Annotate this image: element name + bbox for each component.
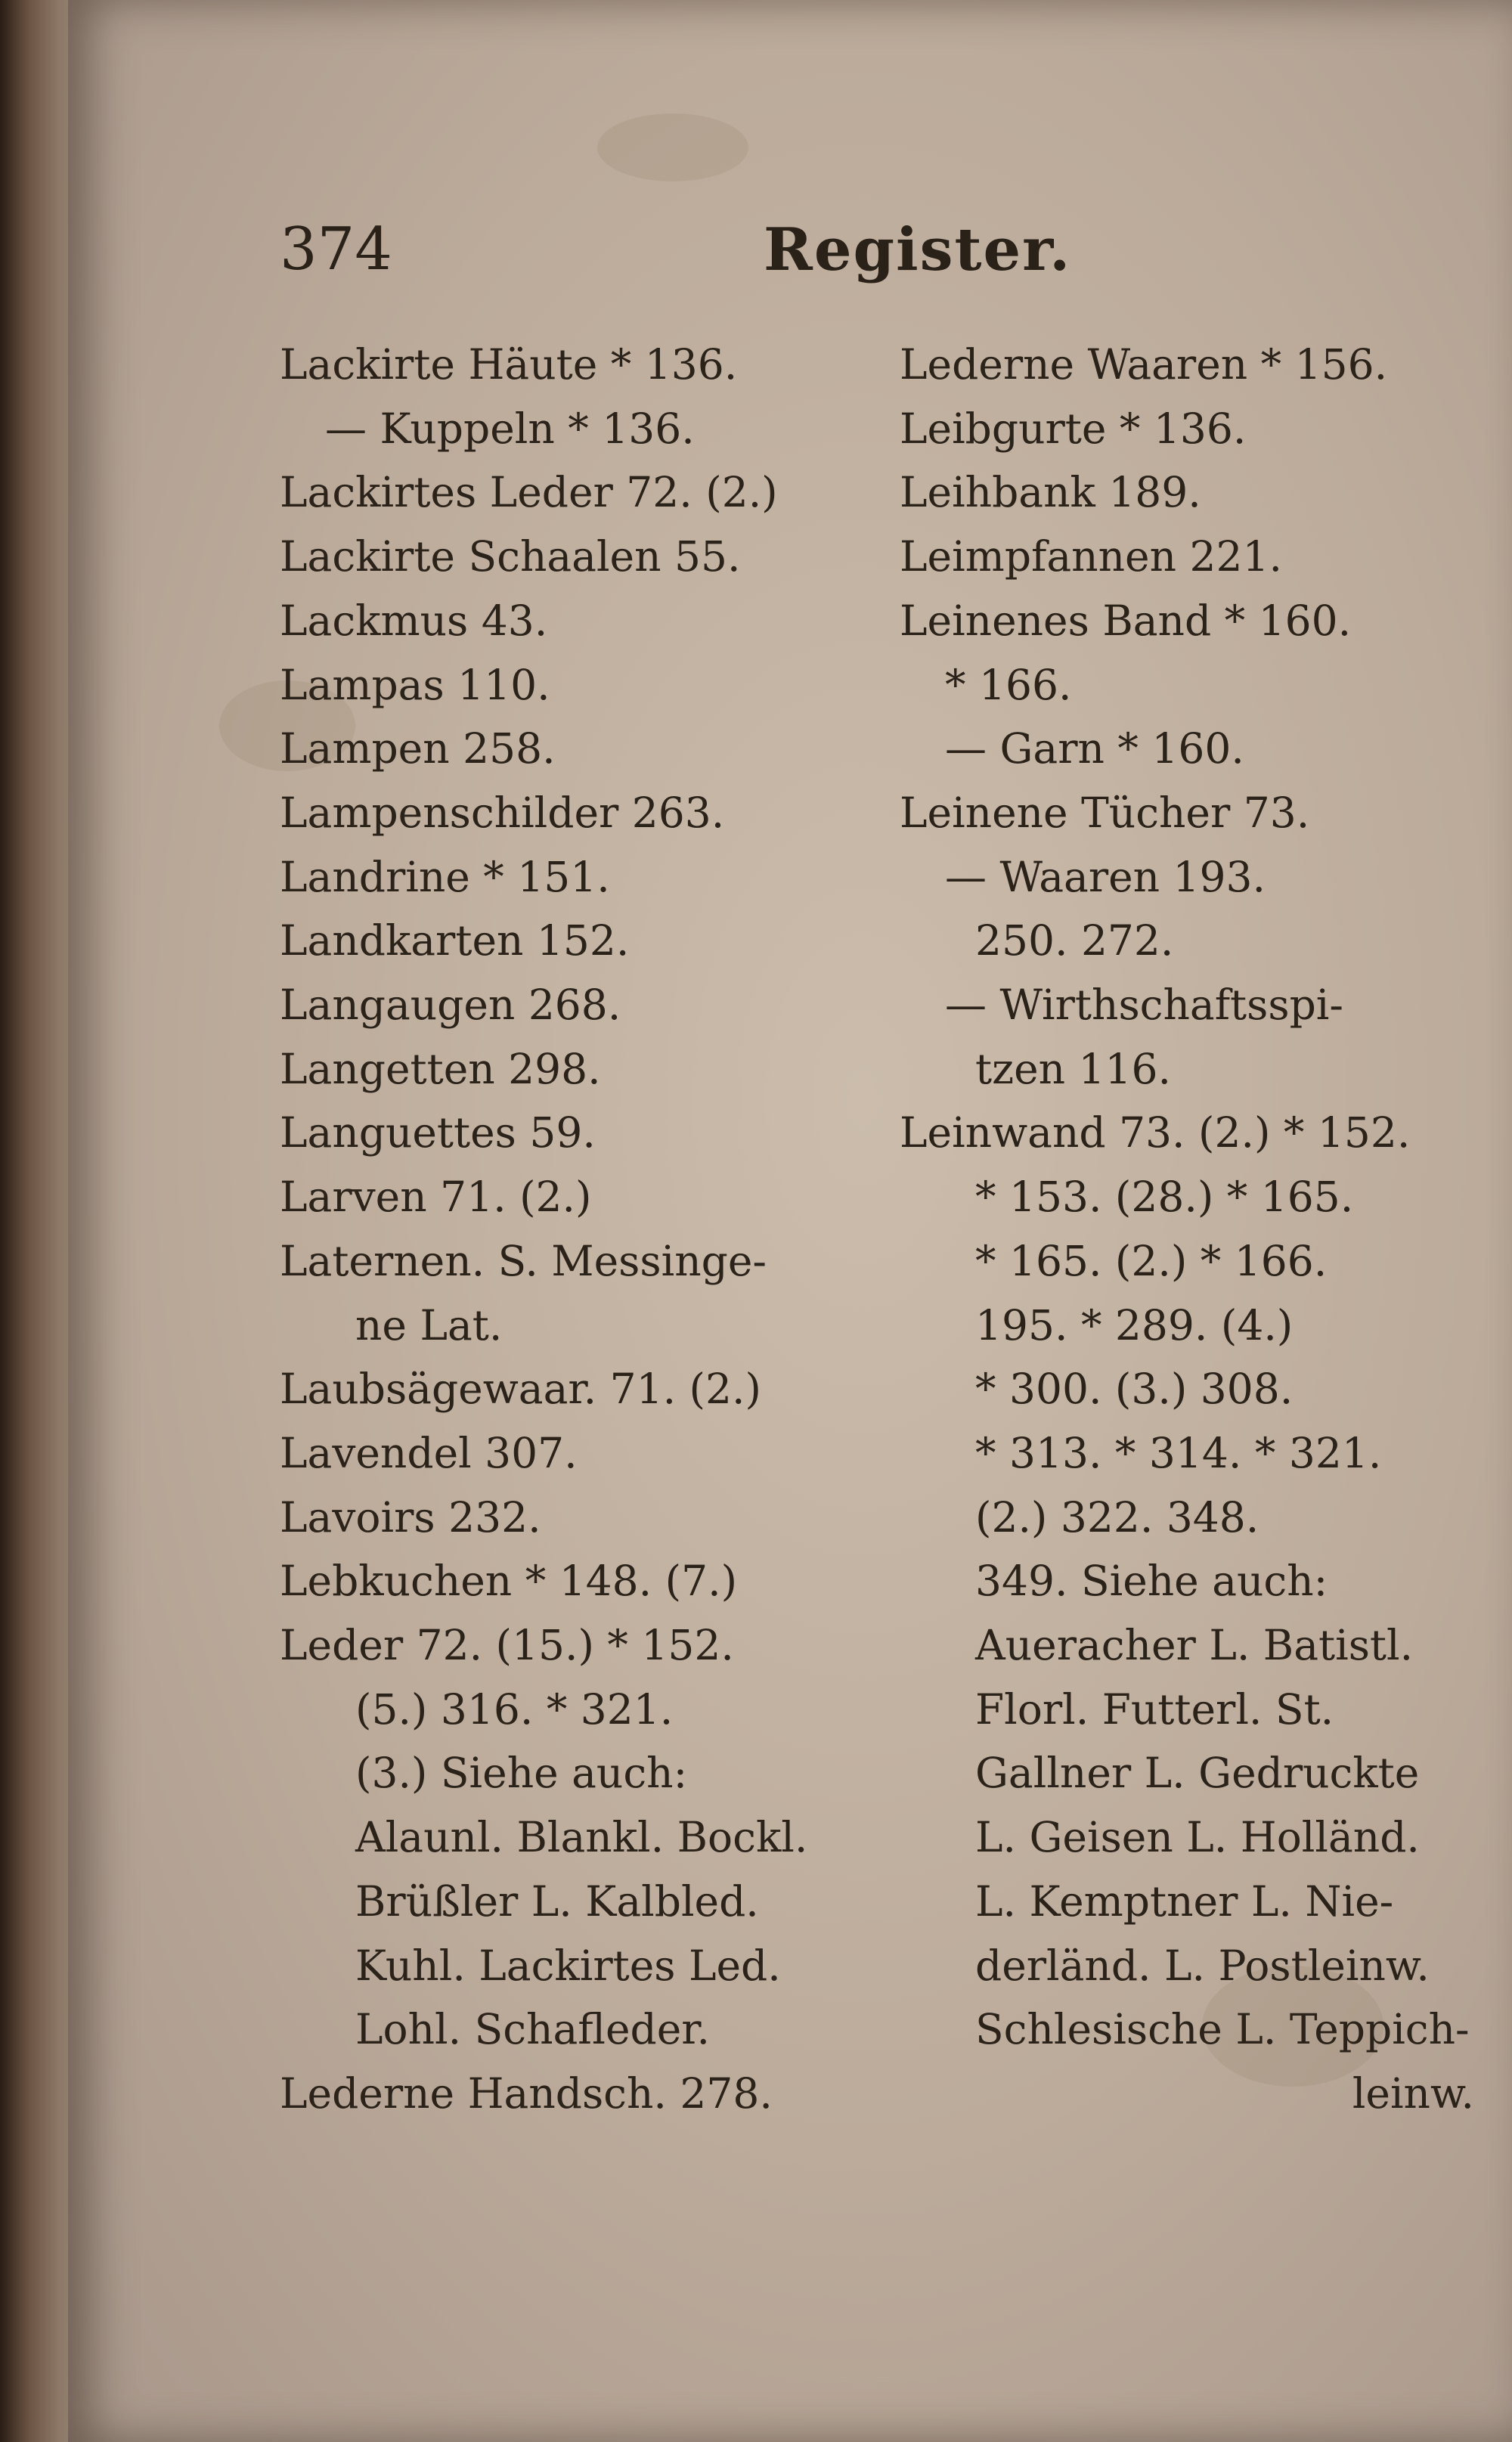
index-entry-continuation: derländ. L. Postleinw. [975,1941,1430,1990]
index-entry: — Wirthschaftsspi- [945,981,1343,1030]
index-column-left [280,333,900,2126]
index-entry-continuation: Florl. Futterl. St. [975,1684,1334,1734]
index-entry: Lavendel 307. [280,1428,578,1477]
index-column-right [900,333,1489,2126]
index-entry: Lampen 258. [280,724,556,773]
index-entry-continuation: L. Kemptner L. Nie- [975,1876,1394,1926]
index-entry-continuation: Brüßler L. Kalbled. [355,1876,759,1926]
index-entry: Langaugen 268. [280,981,621,1030]
index-entry-continuation: (3.) Siehe auch: [355,1749,688,1798]
index-entry: Leinwand 73. (2.) * 152. [900,1108,1411,1157]
index-entry: Laubsägewaar. 71. (2.) [280,1365,761,1414]
paper-stain [597,113,748,181]
index-entry-continuation: Schlesische L. Teppich- [975,2005,1470,2054]
index-entry: Lavoirs 232. [280,1492,541,1542]
index-entry: Lackirte Häute * 136. [280,340,738,389]
index-entry-continuation: 349. Siehe auch: [975,1557,1328,1606]
index-entry: Laternen. S. Messinge- [280,1236,767,1285]
index-entry: Langetten 298. [280,1044,601,1093]
index-entry-continuation: L. Geisen L. Holländ. [975,1813,1420,1862]
index-entry-continuation: 250. 272. [975,916,1174,965]
index-entry-continuation: 195. * 289. (4.) [975,1300,1294,1350]
index-entry: Leibgurte * 136. [900,404,1247,453]
page-number: 374 [280,215,392,284]
index-entry-continuation: ne Lat. [355,1300,503,1350]
running-title: Register. [764,215,1072,284]
index-entry-continuation: (2.) 322. 348. [975,1492,1259,1542]
index-entry-continuation: leinw. [1352,2069,1474,2118]
index-entry-continuation: tzen 116. [975,1044,1171,1093]
index-entry: — Kuppeln * 136. [325,404,695,453]
index-entry-continuation: (5.) 316. * 321. [355,1684,674,1734]
index-entry: Lackirtes Leder 72. (2.) [280,468,778,517]
index-entry: Leimpfannen 221. [900,532,1282,581]
index-entry-continuation: Gallner L. Gedruckte [975,1749,1420,1798]
index-entry-continuation: * 153. (28.) * 165. [975,1173,1354,1222]
index-entry: Lackirte Schaalen 55. [280,532,741,581]
index-entry-continuation: * 300. (3.) 308. [975,1365,1294,1414]
index-entry: Landkarten 152. [280,916,630,965]
index-entry: Leinenes Band * 160. [900,596,1352,645]
index-entry: Lackmus 43. [280,596,548,645]
index-entry-continuation: Lohl. Schafleder. [355,2005,711,2054]
index-entry: Landrine * 151. [280,852,610,901]
index-entry: Larven 71. (2.) [280,1173,592,1222]
index-entry: Lampas 110. [280,660,550,709]
index-entry-continuation: * 166. [945,660,1072,709]
index-entry: — Waaren 193. [945,852,1266,901]
index-entry-continuation: * 165. (2.) * 166. [975,1236,1328,1285]
index-entry-continuation: Alaunl. Blankl. Bockl. [355,1813,808,1862]
index-entry-continuation: Aueracher L. Batistl. [975,1621,1414,1670]
index-entry: Leinene Tücher 73. [900,788,1310,837]
index-entry: Leder 72. (15.) * 152. [280,1621,734,1670]
index-entry: Lederne Waaren * 156. [900,340,1388,389]
index-entry: Lampenschilder 263. [280,788,725,837]
index-entry: Lebkuchen * 148. (7.) [280,1557,738,1606]
index-entry: — Garn * 160. [945,724,1244,773]
index-entry-continuation: * 313. * 314. * 321. [975,1428,1382,1477]
page-header [280,215,1353,306]
index-entry: Leihbank 189. [900,468,1201,517]
index-entry: Languettes 59. [280,1108,596,1157]
index-entry-continuation: Kuhl. Lackirtes Led. [355,1941,781,1990]
index-entry: Lederne Handsch. 278. [280,2069,773,2118]
